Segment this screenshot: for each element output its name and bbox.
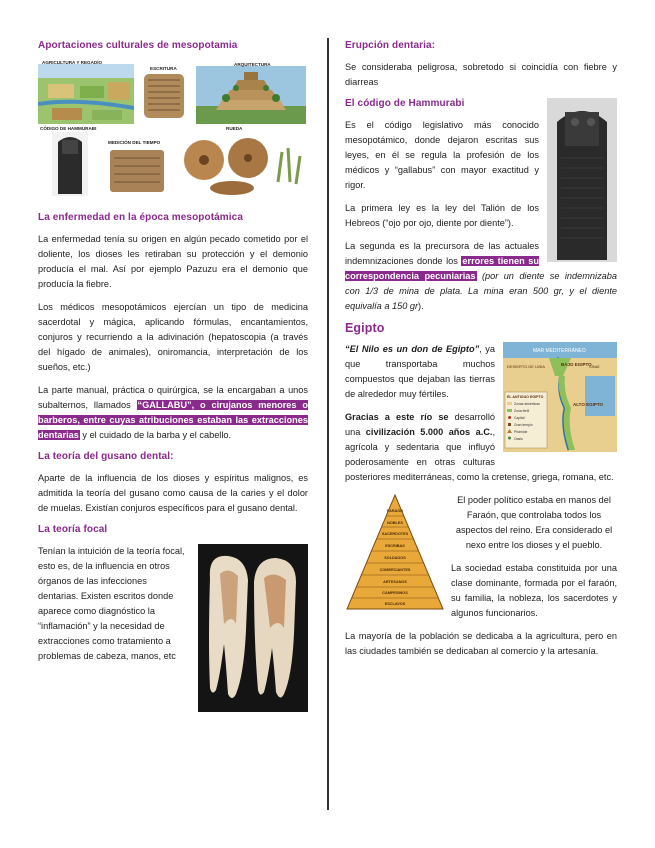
map-legend-item: Oasis [514,437,523,441]
pyramid-level: ESCRIBAS [385,544,405,548]
map-legend-title: EL ANTIGUO EGIPTO [507,395,544,399]
map-upper-egypt-label: ALTO EGIPTO [573,402,604,407]
pyramid-level: ESCLAVOS [384,602,406,606]
section-title-egipto: Egipto [345,321,385,335]
map-legend-item: Capital [514,416,525,420]
pyramid-level: ARTESANOS [383,580,407,584]
civilizacion-bold-start: Gracias a este río se [345,412,449,422]
paragraph-gusano-dental: Aparte de la influencia de los dioses y espíritus malignos, es admitida la teoría del gusano como causa de la caries y el dolor de muelas. Existían conjuros específicos para el gusano dental. [38,473,308,513]
nilo-rest: , ya que transportaba muchos compuestos que dejaban las tierras de alrededor muy fértiles. [345,344,495,399]
collage-label-rueda: RUEDA [226,126,243,131]
paragraph-gallabu [38,383,308,443]
paragraph-erupcion: Se consideraba peligrosa, sobretodo si coincidía con fiebre y diarreas [345,62,617,87]
ancient-egypt-map [503,342,617,452]
paragraph-ley-talion: La primera ley es la ley del Talión de los Hebreos (“ojo por ojo, diente por diente”). [345,203,539,228]
map-legend-item: Zonas desérticas [514,402,540,406]
section-title-enfermedad: La enfermedad en la época mesopotámica [38,212,243,223]
paragraph-sociedad: La sociedad estaba constituida por una clase dominante, formada por el faraón, su familia, la nobleza, los sacerdotes y algunos funcionarios. [451,563,617,618]
section-title-teoria-focal: La teoría focal [38,524,108,535]
map-legend-item: Pirámide [514,430,528,434]
pyramid-level: FARAÓN [386,509,404,513]
section-title-erupcion: Erupción dentaria: [345,40,436,51]
nilo-quote: “El Nilo es un don de Egipto” [345,344,480,354]
column-divider [327,38,329,810]
architecture-image [196,66,306,124]
left-column [38,40,308,716]
collage-label-arquitectura: ARQUITECTURA [234,62,271,67]
hammurabi-stele-thumbnail [52,132,88,196]
gallabu-highlight: “GALLABU”, o cirujanos menores o barberos, entre cuyas atribuciones estaban las extracciones dentarias [38,400,308,440]
egyptian-social-pyramid [345,493,445,611]
section-title-aportaciones: Aportaciones culturales de mesopotamia [38,40,238,51]
section-title-hammurabi: El código de Hammurabi [345,98,465,109]
collage-label-agricultura: AGRICULTURA Y REGADÍO [42,60,103,65]
collage-label-escritura: ESCRITURA [150,66,177,71]
map-legend-item: Zona fértil [514,409,530,413]
collage-label-hammurabi: CÓDIGO DE HAMMURABI [40,126,97,131]
teeth-cross-section-image [198,544,308,712]
cultural-contributions-collage [38,60,308,200]
agriculture-image [38,64,134,124]
paragraph-poder-politico: El poder político estaba en manos del Faraón, que controlaba todos los aspectos del reino. Era considerado el nexo entre los dioses y el pueblo. [455,495,613,550]
hammurabi-stele-image [547,98,617,262]
pyramid-level: COMERCIANTES [379,568,411,572]
paragraph-teoria-focal: Tenían la intuición de la teoría focal, esto es, de la influencia en otros órganos de las infecciones dentarias. Existen escritos donde aparece como diagnóstico la “inflamación” y la necesidad de extracciones como tratamiento a problemas de cabeza, manos, etc [38,546,185,661]
errores-highlight: errores tienen su correspondencia pecuniarias [345,256,539,281]
map-lower-egypt-label: BAJO EGIPTO [561,362,592,367]
map-legend-item: Gran templo [514,423,533,427]
map-desert-label: DESIERTO DE LIBIA [507,364,545,369]
civilizacion-rest: , agrícola y sedentaria que influyó poderosamente en otras culturas posteriores mediterráneas, como la cretense, griega, romana, etc. [345,427,614,482]
indemnizaciones-italic: (por un diente se indemnizaba con 1/3 de mina de plata. La mina eran 500 gr, y el diente equivalía a 150 gr [345,271,617,311]
cuneiform-tablet-image [138,70,190,122]
pyramid-level: NOBLES [387,521,403,525]
wheel-image [178,132,306,198]
pyramid-level: SACERDOTES [381,532,409,536]
paragraph-medicos-mesopotamicos: Los médicos mesopotámicos ejercían un tipo de medicina sacerdotal y mágica, aplicando fórmulas, encantamientos, conjuros y recurriendo a la adivinación (hepatoscopia (a través del hígado de animales), oniromancia, interpretación de los sueños, etc.) [38,302,308,372]
indemnizaciones-text-start: La segunda es la precursora de las actuales indemnizaciones donde los [345,241,539,266]
paragraph-poblacion: La mayoría de la población se dedicaba a la agricultura, pero en las ciudades también se dedicaban al comercio y la artesanía. [345,631,617,656]
civilizacion-text: desarrolló una [345,412,495,437]
map-sea-label: MAR MEDITERRÁNEO [533,348,586,354]
paragraph-enfermedad-origen: La enfermedad tenía su origen en algún pecado cometido por el doliente, los dioses les retiraban su protección y el demonio producía el mal. Así por ejemplo Pazuzu era el demonio que producía la fiebre. [38,234,308,289]
pyramid-level: CAMPESINOS [382,591,408,595]
pyramid-level: SOLDADOS [384,556,406,560]
collage-label-tiempo: MEDICIÓN DEL TIEMPO [108,140,161,145]
time-measurement-image [102,146,172,196]
indemnizaciones-end: ). [418,301,424,311]
map-sinai-label: SINAÍ [589,364,600,369]
gallabu-text-start: La parte manual, práctica o quirúrgica, se la encargaban a unos subalternos, llamados [38,385,308,410]
gallabu-text-end: y el cuidado de la barba y el cabello. [82,430,232,440]
civilizacion-date: civilización 5.000 años a.C. [365,427,493,437]
right-column [345,40,617,667]
section-title-gusano: La teoría del gusano dental: [38,451,174,462]
paragraph-codigo-legislativo: Es el código legislativo más conocido mesopotámico, donde dejaron escritas sus leyes, en él se regula la profesión de los médicos y “gallabus” con mayor exactitud y rigor. [345,120,539,190]
